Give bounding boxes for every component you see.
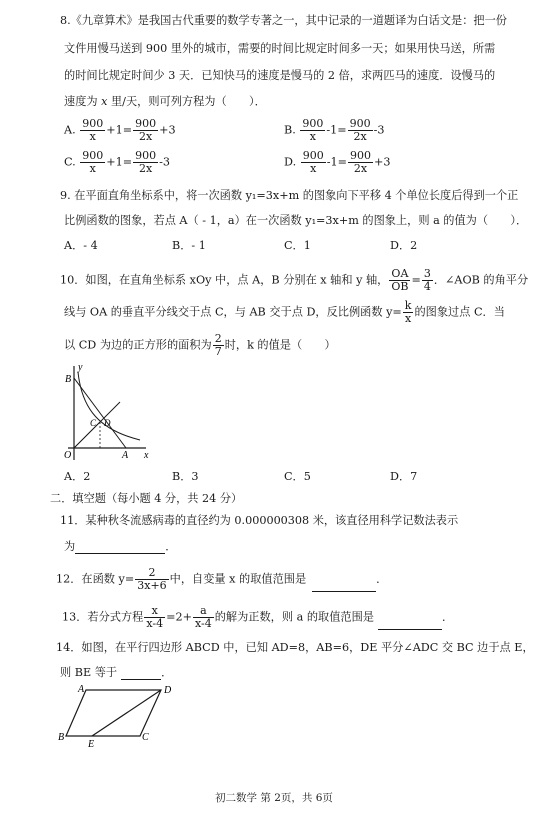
q14-answer-blank[interactable] [121,669,161,680]
q10-option-d: D．7 [390,470,418,483]
q10-line1: 10．如图，在直角坐标系 xOy 中，点 A，B 分别在 x 轴和 y 轴， $\frac{OA}{OB}$ = $\frac{3}{4}$ ．∠AOB 的角平分 [60,267,529,293]
q9-option-a: A．- 4 [64,239,98,252]
label-a: A [78,684,85,695]
q10-figure [60,360,155,465]
label-b: B [58,732,65,743]
q10-line3: 以 CD 为边的正方形的面积为 $\frac{2}{7}$ 时，k 的值是（ ） [64,332,336,358]
label-c: C [142,732,149,743]
label-e: E [88,739,95,750]
q8-line4: 速度为 x 里/天，则可列方程为（ ）． [64,95,266,108]
hyperbola-curve [78,372,140,440]
q12-line: 12．在函数 y= $\frac{2}{3x+6}$ 中，自变量 x 的取值范围是 ． [56,566,388,592]
label-c: C [90,418,97,428]
label-d: D [104,418,111,428]
q11-line1: 11．某种秋冬流感病毒的直径约为 0.000000308 米，该直径用科学记数法表示 [60,514,459,527]
q9-option-b: B．- 1 [172,239,206,252]
q10-option-b: B．3 [172,470,199,483]
q12-answer-blank[interactable] [312,581,376,592]
q10-line2: 线与 OA 的垂直平分线交于点 C，与 AB 交于点 D，反比例函数 y= $\frac{k}{x}$ 的图象过点 C．当 [64,299,505,325]
parallelogram-abcd [66,690,161,736]
q14-line1: 14．如图，在平行四边形 ABCD 中，已知 AD=8，AB=6，DE 平分∠ADC 交 BC 边于点 E， [56,641,534,654]
q8-line1: 8.《九章算术》是我国古代重要的数学专著之一，其中记录的一道题译为白话文是：把一份 [60,14,507,27]
q8-option-d: D. $\frac{900}{x}$ -1= $\frac{900}{2x}$ +3 [284,149,391,175]
q9-line1: 9. 在平面直角坐标系中，将一次函数 y₁=3x+m 的图象向下平移 4 个单位长度后得到一个正 [60,189,519,202]
q8-option-a: A. $\frac{900}{x}$ +1= $\frac{900}{2x}$ +3 [64,117,176,143]
line-oc [74,422,100,448]
label-x: x [144,450,149,461]
label-y: y [78,362,83,373]
label-o: O [64,450,72,461]
label-a: A [122,450,129,461]
q8-line3: 的时间比规定时间少 3 天．已知快马的速度是慢马的 2 倍，求两匹马的速度．设慢马的 [64,69,496,82]
q10-option-c: C．5 [284,470,311,483]
q11-line2: 为 ． [64,540,177,553]
q11-answer-blank[interactable] [75,543,165,554]
q9-line2: 比例函数的图象，若点 A（ - 1，a）在一次函数 y₁=3x+m 的图象上，则 a 的值为（ ）． [64,214,528,227]
q9-option-d: D．2 [390,239,418,252]
q8-option-c: C. $\frac{900}{x}$ +1= $\frac{900}{2x}$ -3 [64,149,171,175]
q9-option-c: C．1 [284,239,311,252]
q10-option-a: A．2 [64,470,91,483]
q14-figure [58,680,188,750]
q8-option-b: B. $\frac{900}{x}$ -1= $\frac{900}{2x}$ -3 [284,117,385,143]
q13-line: 13．若分式方程 $\frac{x}{x-4}$ =2+ $\frac{a}{x-4}$ 的解为正数，则 a 的取值范围是 ． [62,604,454,630]
section-heading: 二．填空题（每小题 4 分，共 24 分） [50,492,243,505]
page-footer: 初二数学 第 2页，共 6页 [215,792,333,804]
q14-line2: 则 BE 等于 ． [60,666,173,679]
segment-ab [74,378,126,448]
q13-answer-blank[interactable] [378,619,442,630]
label-d: D [164,685,172,696]
q8-line2: 文件用慢马送到 900 里外的城市，需要的时间比规定时间多一天；如果用快马送，所需 [64,42,496,55]
label-b: B [65,374,72,385]
